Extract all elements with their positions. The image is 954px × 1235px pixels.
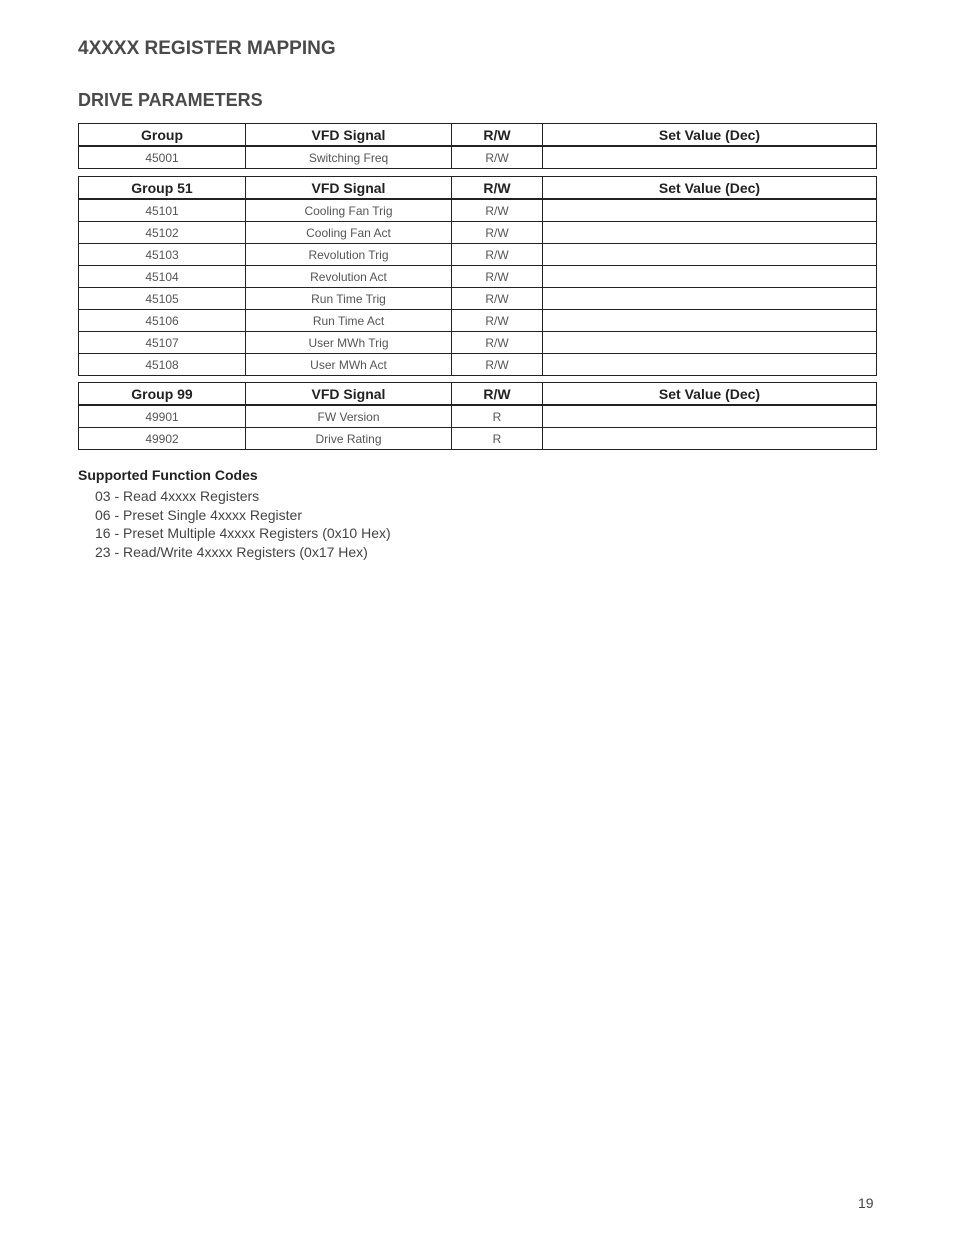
- signal-cell: Run Time Trig: [246, 288, 452, 310]
- table-row: [79, 310, 877, 332]
- table-header-row: [79, 124, 877, 147]
- rw-cell: R/W: [452, 288, 543, 310]
- register-table-group-99: [78, 382, 877, 450]
- signal-cell: Run Time Act: [246, 310, 452, 332]
- signal-cell: Switching Freq: [246, 146, 452, 169]
- register-cell: 45104: [79, 266, 246, 288]
- table-header-row: [79, 383, 877, 406]
- table-row: [79, 146, 877, 169]
- register-cell: 45107: [79, 332, 246, 354]
- rw-cell: R/W: [452, 244, 543, 266]
- table-row: [79, 199, 877, 222]
- rw-cell: R: [452, 405, 543, 428]
- register-cell: 45108: [79, 354, 246, 376]
- table-row: [79, 405, 877, 428]
- set-value-cell: [543, 199, 877, 222]
- signal-cell: FW Version: [246, 405, 452, 428]
- signal-cell: User MWh Act: [246, 354, 452, 376]
- list-item: 03 - Read 4xxxx Registers: [95, 488, 260, 504]
- section-title: DRIVE PARAMETERS: [78, 90, 263, 110]
- rw-cell: R: [452, 428, 543, 450]
- table-row: [79, 266, 877, 288]
- rw-cell: R/W: [452, 146, 543, 169]
- register-cell: 49901: [79, 405, 246, 428]
- table-row: [79, 354, 877, 376]
- set-value-cell: [543, 405, 877, 428]
- signal-cell: User MWh Trig: [246, 332, 452, 354]
- set-value-cell: [543, 428, 877, 450]
- register-cell: 45105: [79, 288, 246, 310]
- set-value-column-header: Set Value (Dec): [543, 383, 877, 406]
- table-row: [79, 332, 877, 354]
- page-title: 4XXXX REGISTER MAPPING: [78, 38, 336, 59]
- set-value-cell: [543, 310, 877, 332]
- signal-cell: Cooling Fan Trig: [246, 199, 452, 222]
- signal-column-header: VFD Signal: [246, 177, 452, 200]
- table-row: [79, 244, 877, 266]
- signal-cell: Cooling Fan Act: [246, 222, 452, 244]
- rw-column-header: R/W: [452, 383, 543, 406]
- group-column-header: Group 99: [79, 383, 246, 406]
- rw-column-header: R/W: [452, 124, 543, 147]
- list-item: 23 - Read/Write 4xxxx Registers (0x17 Hex): [95, 543, 368, 560]
- set-value-column-header: Set Value (Dec): [543, 124, 877, 147]
- set-value-cell: [543, 222, 877, 244]
- register-cell: 45106: [79, 310, 246, 332]
- set-value-cell: [543, 332, 877, 354]
- group-column-header: Group: [79, 124, 246, 147]
- function-codes-title: Supported Function Codes: [78, 467, 258, 483]
- table-row: [79, 428, 877, 450]
- table-row: [79, 222, 877, 244]
- set-value-cell: [543, 146, 877, 169]
- register-cell: 45001: [79, 146, 246, 169]
- group-column-header: Group 51: [79, 177, 246, 200]
- list-item: 06 - Preset Single 4xxxx Register: [95, 506, 302, 523]
- rw-cell: R/W: [452, 332, 543, 354]
- register-cell: 45102: [79, 222, 246, 244]
- set-value-cell: [543, 266, 877, 288]
- page-number: 19: [858, 1195, 874, 1211]
- register-cell: 45101: [79, 199, 246, 222]
- register-table-group-51: [78, 176, 877, 376]
- table-row: [79, 288, 877, 310]
- table-header-row: [79, 177, 877, 200]
- set-value-cell: [543, 288, 877, 310]
- function-codes-list: [78, 487, 391, 561]
- register-cell: 45103: [79, 244, 246, 266]
- signal-cell: Revolution Trig: [246, 244, 452, 266]
- set-value-cell: [543, 354, 877, 376]
- set-value-cell: [543, 244, 877, 266]
- function-codes-section: [78, 467, 391, 561]
- signal-column-header: VFD Signal: [246, 124, 452, 147]
- rw-cell: R/W: [452, 222, 543, 244]
- rw-cell: R/W: [452, 354, 543, 376]
- rw-cell: R/W: [452, 310, 543, 332]
- signal-cell: Revolution Act: [246, 266, 452, 288]
- rw-column-header: R/W: [452, 177, 543, 200]
- signal-column-header: VFD Signal: [246, 383, 452, 406]
- rw-cell: R/W: [452, 266, 543, 288]
- register-table-group-50: [78, 123, 877, 169]
- rw-cell: R/W: [452, 199, 543, 222]
- signal-cell: Drive Rating: [246, 428, 452, 450]
- register-cell: 49902: [79, 428, 246, 450]
- set-value-column-header: Set Value (Dec): [543, 177, 877, 200]
- list-item: 16 - Preset Multiple 4xxxx Registers (0x10 Hex): [95, 525, 391, 541]
